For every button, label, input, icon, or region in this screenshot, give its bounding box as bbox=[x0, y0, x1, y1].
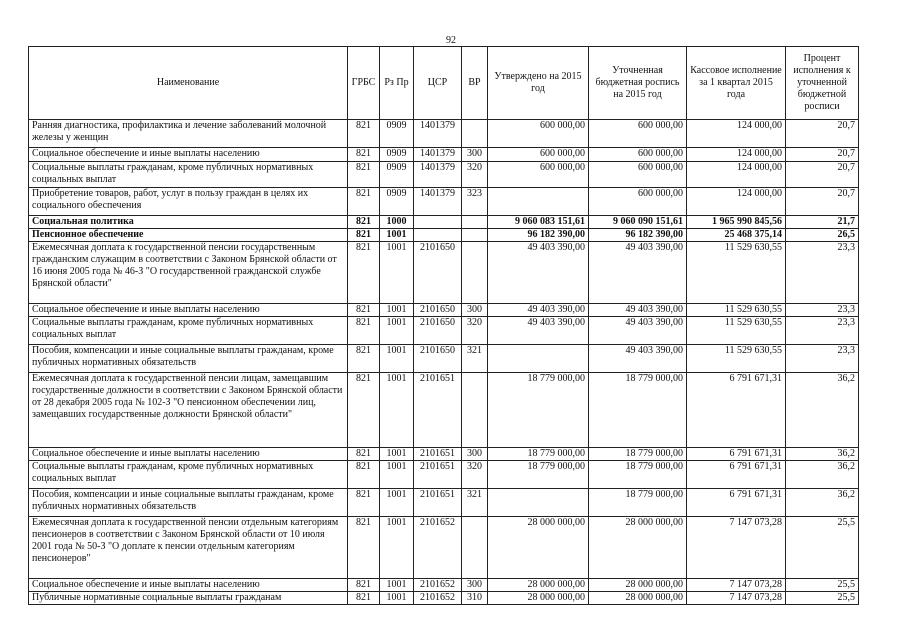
cell-name: Социальное обеспечение и иные выплаты населению bbox=[29, 448, 348, 461]
cell-cash: 11 529 630,55 bbox=[687, 345, 786, 373]
cell-cash: 6 791 671,31 bbox=[687, 373, 786, 448]
cell-refined: 28 000 000,00 bbox=[589, 579, 687, 592]
cell-refined: 18 779 000,00 bbox=[589, 461, 687, 489]
cell-name: Социальное обеспечение и иные выплаты населению bbox=[29, 304, 348, 317]
cell-csr: 2101650 bbox=[414, 345, 462, 373]
cell-refined: 18 779 000,00 bbox=[589, 489, 687, 517]
budget-table bbox=[28, 46, 859, 605]
cell-refined: 18 779 000,00 bbox=[589, 448, 687, 461]
cell-grbs: 821 bbox=[348, 120, 380, 148]
cell-rzpr: 1001 bbox=[380, 229, 414, 242]
cell-cash: 124 000,00 bbox=[687, 120, 786, 148]
table-row bbox=[29, 317, 859, 345]
cell-rzpr: 1001 bbox=[380, 317, 414, 345]
cell-cash: 7 147 073,28 bbox=[687, 517, 786, 579]
cell-grbs: 821 bbox=[348, 188, 380, 216]
cell-vr bbox=[462, 517, 488, 579]
cell-name: Ежемесячная доплата к государственной пенсии государственным гражданским служащим в соответствии с Законом Брянской области от 16 июня 2005 года № 46-З "О государственной гражданской службе Брянской области" bbox=[29, 242, 348, 304]
cell-name: Социальное обеспечение и иные выплаты населению bbox=[29, 148, 348, 162]
table-row bbox=[29, 373, 859, 448]
cell-approved: 18 779 000,00 bbox=[488, 461, 589, 489]
cell-grbs: 821 bbox=[348, 517, 380, 579]
cell-rzpr: 1000 bbox=[380, 216, 414, 229]
cell-name: Социальная политика bbox=[29, 216, 348, 229]
cell-name: Пенсионное обеспечение bbox=[29, 229, 348, 242]
header-refined: Уточненная бюджетная роспись на 2015 год bbox=[589, 47, 687, 120]
cell-rzpr: 1001 bbox=[380, 592, 414, 605]
cell-vr: 300 bbox=[462, 579, 488, 592]
cell-rzpr: 0909 bbox=[380, 188, 414, 216]
cell-percent: 21,7 bbox=[786, 216, 859, 229]
cell-grbs: 821 bbox=[348, 216, 380, 229]
cell-vr: 321 bbox=[462, 489, 488, 517]
cell-refined: 600 000,00 bbox=[589, 120, 687, 148]
header-cash: Кассовое исполнение за 1 квартал 2015 года bbox=[687, 47, 786, 120]
cell-approved: 600 000,00 bbox=[488, 162, 589, 188]
cell-csr: 2101651 bbox=[414, 448, 462, 461]
cell-refined: 49 403 390,00 bbox=[589, 242, 687, 304]
table-row bbox=[29, 148, 859, 162]
header-percent: Процент исполнения к уточненной бюджетной росписи bbox=[786, 47, 859, 120]
cell-cash: 7 147 073,28 bbox=[687, 592, 786, 605]
header-name: Наименование bbox=[29, 47, 348, 120]
table-row bbox=[29, 489, 859, 517]
header-vr: ВР bbox=[462, 47, 488, 120]
cell-cash: 6 791 671,31 bbox=[687, 489, 786, 517]
cell-percent: 36,2 bbox=[786, 489, 859, 517]
cell-approved: 18 779 000,00 bbox=[488, 373, 589, 448]
cell-refined: 49 403 390,00 bbox=[589, 345, 687, 373]
cell-approved: 49 403 390,00 bbox=[488, 242, 589, 304]
cell-grbs: 821 bbox=[348, 148, 380, 162]
cell-name: Ежемесячная доплата к государственной пенсии лицам, замещавшим государственные должности в соответствии с Законом Брянской области от 28 декабря 2005 года № 102-З "О пенсионном обеспечении лиц, замещавших государственные должности Брянской области" bbox=[29, 373, 348, 448]
cell-percent: 25,5 bbox=[786, 517, 859, 579]
cell-grbs: 821 bbox=[348, 162, 380, 188]
cell-cash: 6 791 671,31 bbox=[687, 448, 786, 461]
cell-cash: 7 147 073,28 bbox=[687, 579, 786, 592]
cell-rzpr: 1001 bbox=[380, 489, 414, 517]
cell-csr: 2101651 bbox=[414, 373, 462, 448]
cell-csr: 1401379 bbox=[414, 162, 462, 188]
cell-refined: 600 000,00 bbox=[589, 188, 687, 216]
cell-rzpr: 1001 bbox=[380, 345, 414, 373]
cell-refined: 28 000 000,00 bbox=[589, 592, 687, 605]
cell-grbs: 821 bbox=[348, 373, 380, 448]
cell-name: Пособия, компенсации и иные социальные выплаты гражданам, кроме публичных нормативных обязательств bbox=[29, 345, 348, 373]
cell-percent: 23,3 bbox=[786, 304, 859, 317]
cell-grbs: 821 bbox=[348, 345, 380, 373]
cell-cash: 11 529 630,55 bbox=[687, 242, 786, 304]
cell-percent: 23,3 bbox=[786, 317, 859, 345]
table-row bbox=[29, 229, 859, 242]
cell-name: Социальное обеспечение и иные выплаты населению bbox=[29, 579, 348, 592]
cell-csr bbox=[414, 216, 462, 229]
table-row bbox=[29, 461, 859, 489]
cell-vr bbox=[462, 229, 488, 242]
cell-refined: 600 000,00 bbox=[589, 162, 687, 188]
cell-approved bbox=[488, 489, 589, 517]
header-approved: Утверждено на 2015 год bbox=[488, 47, 589, 120]
cell-vr: 323 bbox=[462, 188, 488, 216]
cell-approved bbox=[488, 345, 589, 373]
table-row bbox=[29, 345, 859, 373]
cell-rzpr: 1001 bbox=[380, 448, 414, 461]
cell-percent: 20,7 bbox=[786, 162, 859, 188]
cell-grbs: 821 bbox=[348, 229, 380, 242]
cell-refined: 49 403 390,00 bbox=[589, 317, 687, 345]
cell-refined: 18 779 000,00 bbox=[589, 373, 687, 448]
cell-approved: 28 000 000,00 bbox=[488, 517, 589, 579]
cell-percent: 36,2 bbox=[786, 448, 859, 461]
cell-approved: 28 000 000,00 bbox=[488, 592, 589, 605]
table-row bbox=[29, 216, 859, 229]
cell-percent: 20,7 bbox=[786, 188, 859, 216]
cell-grbs: 821 bbox=[348, 242, 380, 304]
cell-percent: 20,7 bbox=[786, 148, 859, 162]
cell-vr: 300 bbox=[462, 448, 488, 461]
cell-vr: 310 bbox=[462, 592, 488, 605]
cell-grbs: 821 bbox=[348, 448, 380, 461]
table-header-row bbox=[29, 47, 859, 120]
header-grbs: ГРБС bbox=[348, 47, 380, 120]
cell-rzpr: 1001 bbox=[380, 579, 414, 592]
cell-rzpr: 0909 bbox=[380, 120, 414, 148]
cell-approved bbox=[488, 188, 589, 216]
cell-vr: 320 bbox=[462, 317, 488, 345]
cell-name: Социальные выплаты гражданам, кроме публичных нормативных социальных выплат bbox=[29, 317, 348, 345]
cell-vr: 300 bbox=[462, 148, 488, 162]
cell-refined: 49 403 390,00 bbox=[589, 304, 687, 317]
header-csr: ЦСР bbox=[414, 47, 462, 120]
cell-percent: 26,5 bbox=[786, 229, 859, 242]
cell-percent: 25,5 bbox=[786, 579, 859, 592]
cell-cash: 124 000,00 bbox=[687, 188, 786, 216]
cell-rzpr: 1001 bbox=[380, 242, 414, 304]
cell-percent: 36,2 bbox=[786, 373, 859, 448]
cell-vr: 321 bbox=[462, 345, 488, 373]
table-row bbox=[29, 242, 859, 304]
cell-name: Социальные выплаты гражданам, кроме публичных нормативных социальных выплат bbox=[29, 461, 348, 489]
cell-grbs: 821 bbox=[348, 579, 380, 592]
cell-csr: 2101652 bbox=[414, 592, 462, 605]
cell-csr: 2101651 bbox=[414, 489, 462, 517]
cell-name: Ежемесячная доплата к государственной пенсии отдельным категориям пенсионеров в соответствии с Законом Брянской области от 10 июля 2001 года № 50-З "О доплате к пенсии отдельным категориям пенсионеров" bbox=[29, 517, 348, 579]
cell-rzpr: 1001 bbox=[380, 373, 414, 448]
cell-percent: 25,5 bbox=[786, 592, 859, 605]
cell-grbs: 821 bbox=[348, 317, 380, 345]
cell-refined: 600 000,00 bbox=[589, 148, 687, 162]
cell-percent: 23,3 bbox=[786, 345, 859, 373]
cell-csr: 2101652 bbox=[414, 517, 462, 579]
cell-vr: 320 bbox=[462, 461, 488, 489]
cell-vr bbox=[462, 373, 488, 448]
cell-csr: 2101650 bbox=[414, 242, 462, 304]
cell-rzpr: 1001 bbox=[380, 517, 414, 579]
cell-csr: 2101652 bbox=[414, 579, 462, 592]
cell-cash: 124 000,00 bbox=[687, 162, 786, 188]
table-row bbox=[29, 517, 859, 579]
cell-grbs: 821 bbox=[348, 461, 380, 489]
cell-cash: 25 468 375,14 bbox=[687, 229, 786, 242]
cell-rzpr: 1001 bbox=[380, 461, 414, 489]
table-row bbox=[29, 592, 859, 605]
table-row bbox=[29, 162, 859, 188]
cell-approved: 49 403 390,00 bbox=[488, 304, 589, 317]
cell-vr bbox=[462, 120, 488, 148]
cell-name: Ранняя диагностика, профилактика и лечение заболеваний молочной железы у женщин bbox=[29, 120, 348, 148]
table-row bbox=[29, 120, 859, 148]
cell-csr: 2101650 bbox=[414, 317, 462, 345]
cell-rzpr: 0909 bbox=[380, 162, 414, 188]
cell-name: Пособия, компенсации и иные социальные выплаты гражданам, кроме публичных нормативных обязательств bbox=[29, 489, 348, 517]
cell-cash: 11 529 630,55 bbox=[687, 317, 786, 345]
cell-grbs: 821 bbox=[348, 304, 380, 317]
cell-approved: 96 182 390,00 bbox=[488, 229, 589, 242]
cell-refined: 96 182 390,00 bbox=[589, 229, 687, 242]
cell-approved: 49 403 390,00 bbox=[488, 317, 589, 345]
table-row bbox=[29, 304, 859, 317]
cell-cash: 124 000,00 bbox=[687, 148, 786, 162]
cell-percent: 20,7 bbox=[786, 120, 859, 148]
cell-csr: 1401379 bbox=[414, 120, 462, 148]
cell-cash: 6 791 671,31 bbox=[687, 461, 786, 489]
cell-name: Публичные нормативные социальные выплаты гражданам bbox=[29, 592, 348, 605]
cell-approved: 9 060 083 151,61 bbox=[488, 216, 589, 229]
table-row bbox=[29, 448, 859, 461]
cell-vr: 320 bbox=[462, 162, 488, 188]
table-body bbox=[29, 120, 859, 605]
cell-rzpr: 0909 bbox=[380, 148, 414, 162]
cell-approved: 18 779 000,00 bbox=[488, 448, 589, 461]
cell-csr bbox=[414, 229, 462, 242]
cell-approved: 28 000 000,00 bbox=[488, 579, 589, 592]
cell-csr: 2101650 bbox=[414, 304, 462, 317]
cell-approved: 600 000,00 bbox=[488, 120, 589, 148]
cell-name: Приобретение товаров, работ, услуг в пользу граждан в целях их социального обеспечения bbox=[29, 188, 348, 216]
cell-grbs: 821 bbox=[348, 592, 380, 605]
cell-vr bbox=[462, 242, 488, 304]
cell-refined: 9 060 090 151,61 bbox=[589, 216, 687, 229]
cell-csr: 1401379 bbox=[414, 148, 462, 162]
cell-approved: 600 000,00 bbox=[488, 148, 589, 162]
cell-vr: 300 bbox=[462, 304, 488, 317]
cell-rzpr: 1001 bbox=[380, 304, 414, 317]
page-number: 92 bbox=[446, 35, 456, 46]
cell-csr: 1401379 bbox=[414, 188, 462, 216]
table-row bbox=[29, 579, 859, 592]
cell-percent: 36,2 bbox=[786, 461, 859, 489]
header-rzpr: Рз Пр bbox=[380, 47, 414, 120]
cell-name: Социальные выплаты гражданам, кроме публичных нормативных социальных выплат bbox=[29, 162, 348, 188]
cell-csr: 2101651 bbox=[414, 461, 462, 489]
cell-percent: 23,3 bbox=[786, 242, 859, 304]
cell-refined: 28 000 000,00 bbox=[589, 517, 687, 579]
cell-cash: 1 965 990 845,56 bbox=[687, 216, 786, 229]
cell-grbs: 821 bbox=[348, 489, 380, 517]
table-row bbox=[29, 188, 859, 216]
cell-vr bbox=[462, 216, 488, 229]
cell-cash: 11 529 630,55 bbox=[687, 304, 786, 317]
